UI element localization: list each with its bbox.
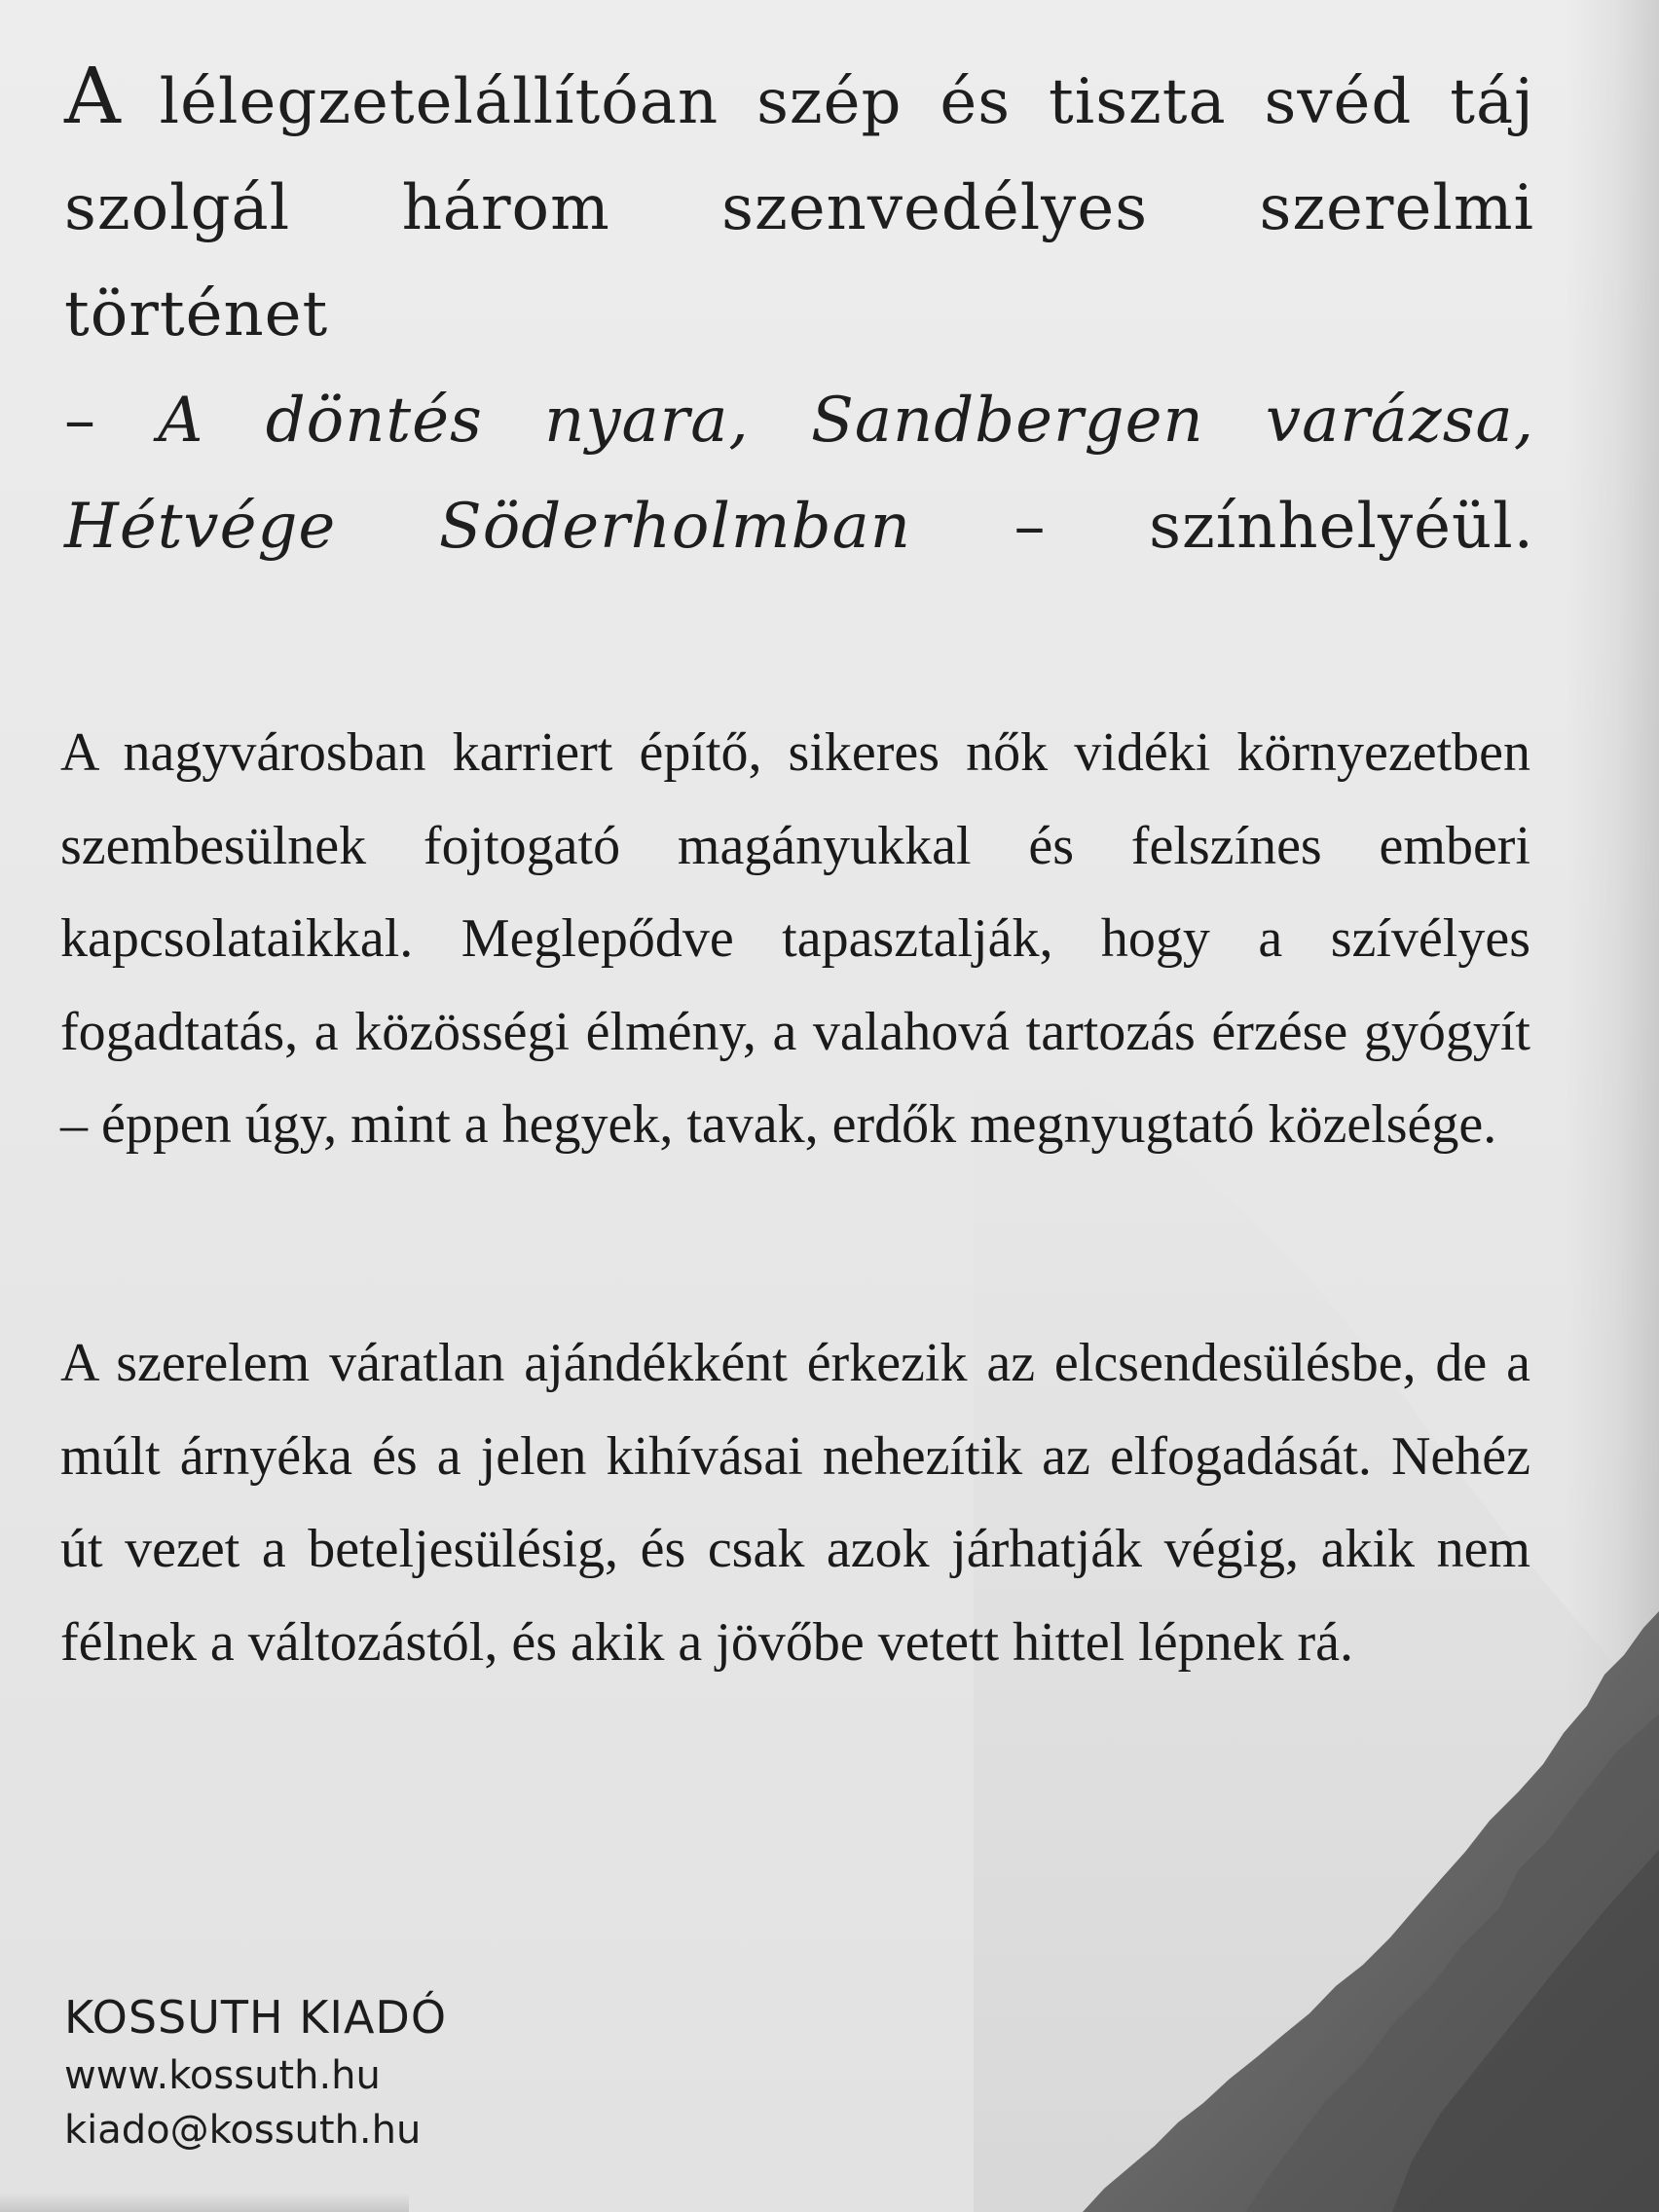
publisher-block: [64, 1986, 447, 2157]
book-title-3: Hétvége Söderholmban: [64, 491, 911, 563]
blurb-paragraph-1: A nagyvárosban karriert építő, sikeres nők vidéki környezetben szembesülnek fojtogató magányukkal és felszínes emberi kapcsolataikkal. Meglepődve tapasztalják, hogy a szívélyes fogadtatás, a közösségi élmény, a valahová tartozás érzése gyógyít – éppen úgy, mint a hegyek, tavak, erdők megnyugtató közelsége.: [60, 722, 1530, 1155]
tagline-dash: –: [64, 385, 159, 457]
tagline-line2: szolgál három szenvedélyes szerelmi történet: [64, 172, 1534, 350]
tagline-tail: – színhelyéül.: [910, 491, 1534, 563]
tagline: [64, 43, 1534, 580]
tagline-line1: lélegzetelállítóan szép és tiszta svéd táj: [121, 66, 1534, 138]
tagline-initial: A: [64, 51, 122, 141]
publisher-name: KOSSUTH KIADÓ: [64, 1991, 448, 2044]
book-title-2: Sandbergen varázsa,: [810, 385, 1535, 457]
bottom-edge-shadow: [0, 2193, 409, 2212]
book-title-1: A döntés nyara,: [158, 385, 750, 457]
blurb-paragraph-2: A szerelem váratlan ajándékként érkezik az elcsendesülésbe, de a múlt árnyéka és a jelen kihívásai nehezítik az elfogadását. Nehéz út vezet a beteljesülésig, és csak azok járhatják végig, akik nem félnek a változástól, és akik a jövőbe vetett hittel lépnek rá.: [60, 1333, 1530, 1673]
publisher-email: kiado@kossuth.hu: [64, 2108, 422, 2153]
publisher-website: www.kossuth.hu: [64, 2053, 381, 2098]
